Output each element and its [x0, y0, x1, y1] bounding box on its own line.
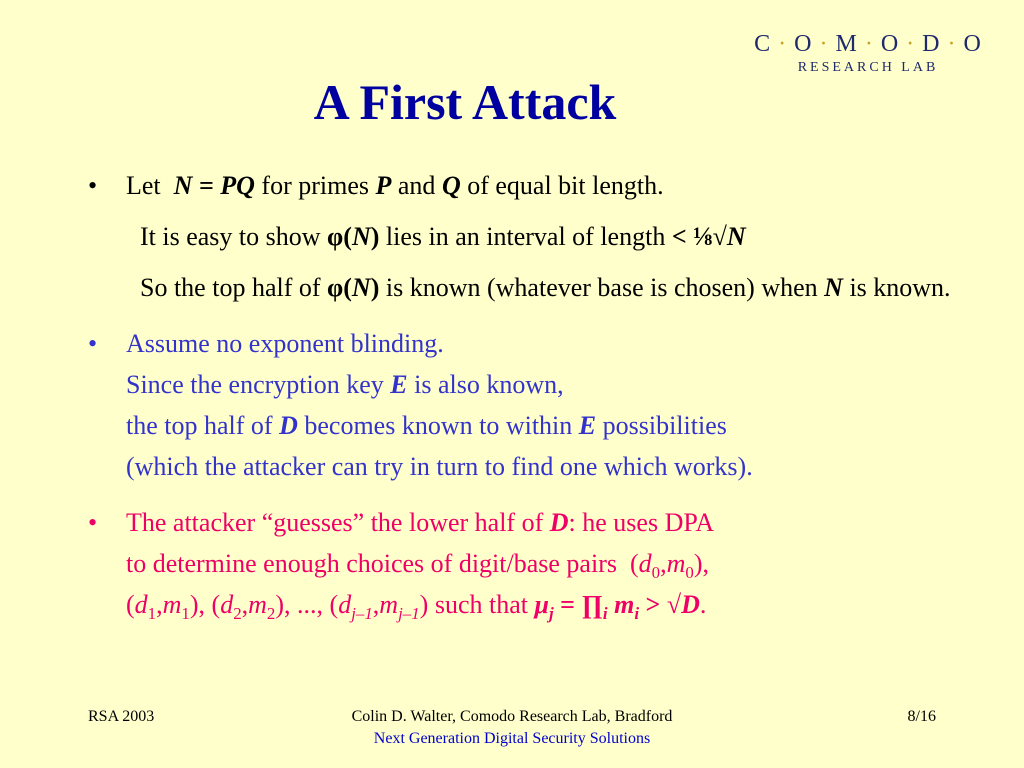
bullet-marker: •	[88, 329, 98, 358]
slide-title: A First Attack	[313, 74, 617, 130]
comodo-logo	[748, 30, 988, 76]
footer-page-number: 8/16	[907, 708, 936, 725]
logo-wordmark: C · O · M · O · D · O	[754, 31, 982, 57]
slide-content	[88, 165, 988, 625]
footer-author	[262, 706, 762, 750]
logo-subtitle: RESEARCH LAB	[797, 60, 939, 75]
bullet-item-2: • Assume no exponent blinding. Since the encryption key E is also known, the top half of D becomes known to within E possibilities (which the attacker can try in turn to find one which works).	[88, 323, 988, 487]
footer-conference: RSA 2003	[88, 708, 155, 725]
bullet-marker: •	[88, 171, 98, 200]
sub-line-phi-interval: It is easy to show φ(N) lies in an interval of length < ⅛√N	[140, 222, 746, 251]
footer-tagline: Next Generation Digital Security Solutions	[373, 730, 651, 747]
bullet-marker: •	[88, 508, 98, 537]
footer-author-line: Colin D. Walter, Comodo Research Lab, Bradford	[351, 708, 673, 725]
bullet-item-3: • The attacker “guesses” the lower half of D: he uses DPA to determine enough choices of digit/base pairs $(d_0,m_0)$, $(d_1,m_1)$, $(d_2,m_2)$, ..., $(d_{j-1},m_{j-1})$ such that $\mu_j$ = $\prod_i$ $m_i > √D$.	[88, 502, 988, 625]
sub-line-top-half: So the top half of φ(N) is known (whatever base is chosen) when N is known.	[140, 273, 951, 302]
bullet-item-1: • Let N = PQ for primes P and Q of equal bit length.	[88, 165, 988, 206]
